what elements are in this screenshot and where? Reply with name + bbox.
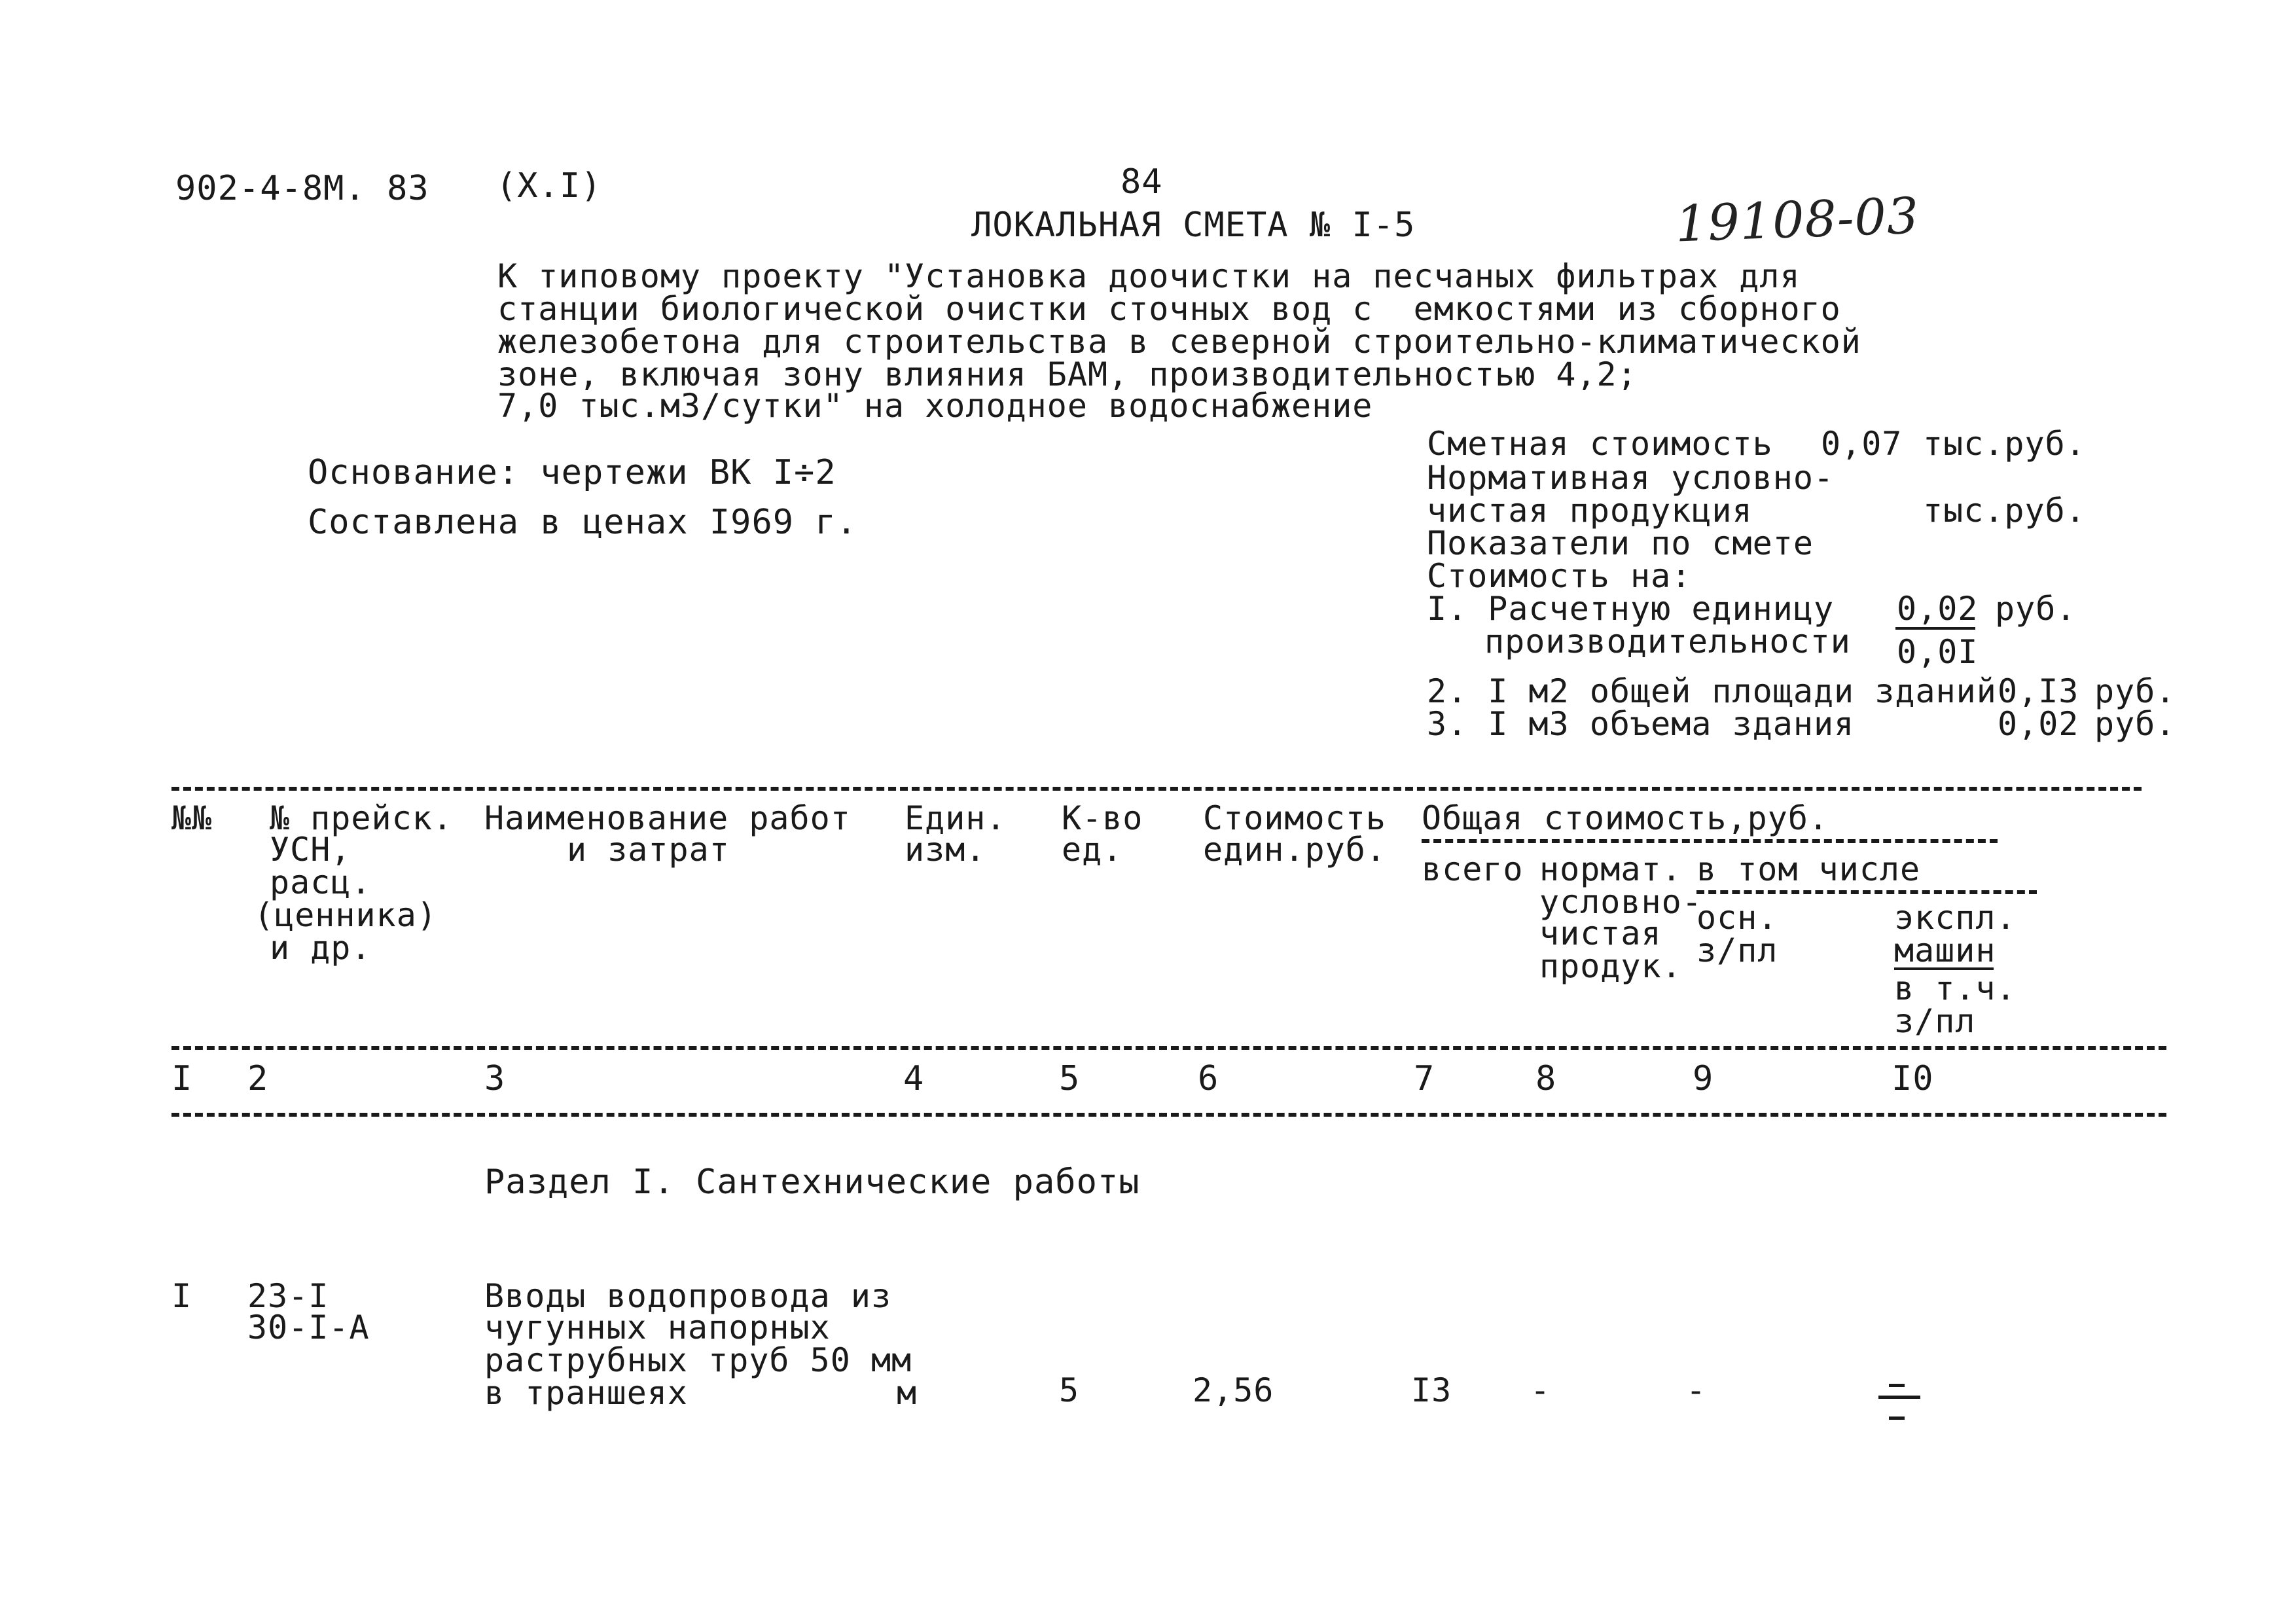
row-1-number: I	[171, 1277, 192, 1315]
project-description-line-1: К типовому проекту "Установка доочистки на песчаных фильтрах для	[497, 257, 1801, 295]
header-price-list-3: расц.	[270, 863, 372, 901]
header-machines-4: з/пл	[1894, 1002, 1976, 1040]
indicator-3-value: 0,02	[1998, 705, 2079, 743]
header-base-wage-1: осн.	[1696, 899, 1778, 937]
header-base-wage-2: з/пл	[1696, 931, 1778, 969]
fraction-bar	[1895, 627, 1975, 630]
row-1-code-1: 23-I	[247, 1277, 329, 1315]
row-1-code-2: 30-I-А	[247, 1308, 370, 1346]
indicator-2-value: 0,I3	[1998, 672, 2079, 710]
header-machines-3: в т.ч.	[1894, 969, 2017, 1007]
header-including-group: в том числе	[1696, 850, 1921, 888]
indicator-2-label: 2. I м2 общей площади зданий	[1427, 672, 1997, 710]
including-group-underline	[1696, 890, 2037, 894]
header-total: всего	[1422, 850, 1524, 888]
table-top-rule	[171, 787, 2142, 791]
column-number-2: 2	[247, 1059, 269, 1098]
estimated-cost-label: Сметная стоимость	[1427, 425, 1773, 463]
header-quantity-2: ед.	[1062, 831, 1123, 869]
row-1-quantity: 5	[1059, 1371, 1080, 1409]
header-price-list-5: и др.	[270, 929, 372, 967]
column-number-7: 7	[1414, 1059, 1435, 1098]
header-normative-3: чистая	[1539, 914, 1662, 952]
header-normative-2: условно-	[1539, 883, 1702, 921]
indicator-1-label-1: I. Расчетную единицу	[1427, 590, 1835, 628]
indicator-1-unit: руб.	[1995, 590, 2077, 628]
handwritten-registration-number: 19108-03	[1674, 186, 1920, 253]
column-number-5: 5	[1059, 1059, 1081, 1098]
row-1-unit-cost: 2,56	[1193, 1371, 1274, 1409]
header-unit-cost-1: Стоимость	[1203, 799, 1386, 837]
header-price-list-4: (ценника)	[254, 896, 437, 934]
column-numbers-bottom-rule	[171, 1113, 2166, 1117]
project-description-line-3: железобетона для строительства в северной строительно-климатической	[497, 323, 1861, 361]
section-title: Раздел I. Сантехнические работы	[484, 1163, 1140, 1202]
header-machines-1: экспл.	[1894, 899, 2017, 937]
document-part: (Х.I)	[496, 166, 602, 206]
indicator-3-label: 3. I м3 объема здания	[1427, 705, 1855, 743]
estimated-cost-value: 0,07	[1821, 425, 1903, 463]
header-normative-1: нормат.	[1539, 850, 1682, 888]
header-price-list-1: № прейск.	[270, 799, 453, 837]
row-1-machines-mark-3	[1889, 1416, 1905, 1420]
estimate-title: ЛОКАЛЬНАЯ СМЕТА № I-5	[971, 206, 1416, 245]
project-description-line-5: 7,0 тыс.м3/сутки" на холодное водоснабжение	[497, 387, 1373, 425]
header-total-cost-group: Общая стоимость,руб.	[1422, 799, 1829, 837]
column-numbers-top-rule	[171, 1046, 2166, 1050]
indicator-3-unit: руб.	[2094, 705, 2176, 743]
header-unit-1: Един.	[905, 799, 1007, 837]
column-number-4: 4	[903, 1059, 925, 1098]
row-1-machines-mark-2	[1878, 1396, 1920, 1399]
header-row-number: №№	[171, 799, 213, 837]
basis-drawings: Основание: чертежи ВК I÷2	[308, 453, 836, 492]
column-number-3: 3	[484, 1059, 506, 1098]
indicator-1-label-2: производительности	[1484, 623, 1851, 660]
header-machines-2: машин	[1894, 931, 1996, 969]
indicator-1-value-top: 0,02	[1897, 590, 1979, 628]
header-quantity-1: К-во	[1062, 799, 1143, 837]
estimated-cost-unit: тыс.руб.	[1923, 425, 2086, 463]
column-number-6: 6	[1198, 1059, 1219, 1098]
header-unit-2: изм.	[905, 831, 986, 869]
row-1-name-4: в траншеях	[484, 1374, 689, 1412]
project-description-line-2: станции биологической очистки сточных вод с емкостями из сборного	[497, 290, 1841, 328]
header-price-list-2: УСН,	[270, 831, 351, 869]
total-group-underline	[1422, 839, 1998, 843]
indicator-1-value-bottom: 0,0I	[1897, 633, 1979, 671]
header-normative-4: продук.	[1539, 947, 1682, 985]
header-unit-cost-2: един.руб.	[1203, 831, 1386, 869]
document-code: 902-4-8М. 83	[175, 169, 429, 208]
indicators-label: Показатели по смете	[1427, 524, 1814, 562]
cost-for-label: Стоимость на:	[1427, 557, 1692, 595]
basis-prices-year: Составлена в ценах I969 г.	[308, 503, 857, 542]
column-number-8: 8	[1535, 1059, 1557, 1098]
row-1-base-wage: -	[1686, 1371, 1707, 1409]
row-1-total: I3	[1411, 1371, 1452, 1409]
indicator-2-unit: руб.	[2094, 672, 2176, 710]
row-1-name-3: раструбных труб 50 мм	[484, 1341, 912, 1379]
header-work-name-2: и затрат	[567, 831, 730, 869]
normative-label-1: Нормативная условно-	[1427, 459, 1835, 497]
project-description-line-4: зоне, включая зону влияния БАМ, производительностью 4,2;	[497, 355, 1638, 393]
row-1-normative: -	[1530, 1371, 1551, 1409]
normative-unit: тыс.руб.	[1923, 492, 2086, 530]
row-1-name-1: Вводы водопровода из	[484, 1277, 892, 1315]
normative-label-2: чистая продукция	[1427, 492, 1753, 530]
column-number-1: I	[171, 1059, 193, 1098]
column-number-9: 9	[1693, 1059, 1714, 1098]
column-number-10: I0	[1892, 1059, 1934, 1098]
page-number: 84	[1121, 162, 1163, 202]
row-1-machines-mark-1	[1889, 1384, 1905, 1387]
row-1-name-2: чугунных напорных	[484, 1308, 831, 1346]
header-work-name-1: Наименование работ	[484, 799, 851, 837]
row-1-unit: м	[897, 1374, 918, 1412]
